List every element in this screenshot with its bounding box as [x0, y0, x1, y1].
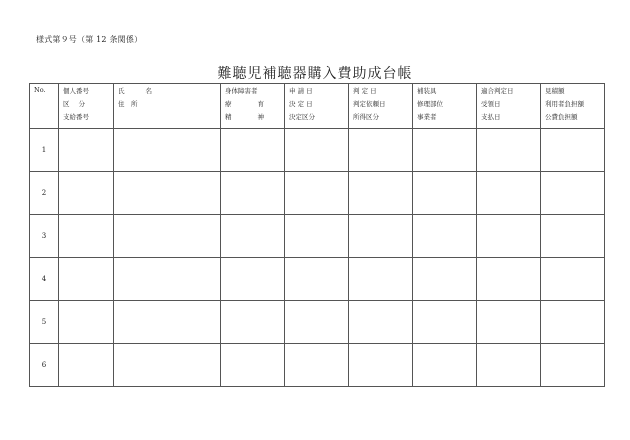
header-text: 名 [145, 87, 152, 95]
table-row [30, 344, 605, 387]
header-fitting [477, 84, 541, 129]
header-text: 決 定 日 [289, 100, 313, 108]
cell [285, 172, 349, 215]
table-row [30, 301, 605, 344]
cell [221, 344, 285, 387]
cell [349, 258, 413, 301]
cell [477, 129, 541, 172]
cell [349, 301, 413, 344]
cell [541, 258, 605, 301]
cell [59, 258, 114, 301]
cell [114, 215, 221, 258]
cell [413, 215, 477, 258]
cell [221, 301, 285, 344]
cell [285, 344, 349, 387]
header-text: 氏 [118, 87, 125, 95]
cell [541, 215, 605, 258]
header-application [285, 84, 349, 129]
cell [114, 129, 221, 172]
cell [541, 172, 605, 215]
table-row [30, 129, 605, 172]
header-text: 判定依頼日 [353, 100, 386, 108]
table-row [30, 258, 605, 301]
row-number: 6 [30, 344, 59, 387]
cell [114, 301, 221, 344]
table-row [30, 215, 605, 258]
header-text: 適合判定日 [481, 87, 514, 95]
page-title: 難聴児補聴器購入費助成台帳 [217, 66, 413, 82]
cell [349, 215, 413, 258]
cell [221, 258, 285, 301]
cell [221, 172, 285, 215]
cell [59, 215, 114, 258]
header-row [30, 84, 605, 129]
header-text: 事業者 [417, 113, 437, 121]
cell [541, 301, 605, 344]
header-text: 育 [257, 100, 264, 108]
header-personal-number [59, 84, 114, 129]
header-ryoiku [225, 98, 284, 111]
cell [349, 344, 413, 387]
cell [413, 129, 477, 172]
header-text: 受領日 [481, 100, 501, 108]
cell [59, 301, 114, 344]
cell [477, 301, 541, 344]
cell [413, 172, 477, 215]
header-text: 公費負担額 [545, 113, 578, 121]
header-text: 個人番号 [63, 87, 89, 95]
row-number: 4 [30, 258, 59, 301]
header-text: 判 定 日 [353, 87, 377, 95]
cell [285, 129, 349, 172]
header-text: 療 [225, 100, 232, 108]
cell [59, 129, 114, 172]
header-name-address [114, 84, 221, 129]
header-seishin [225, 111, 284, 124]
header-disability [221, 84, 285, 129]
header-text: 修理部位 [417, 100, 443, 108]
cell [221, 129, 285, 172]
cell [285, 215, 349, 258]
header-text: 住 所 [118, 100, 138, 108]
header-text: 申 請 日 [289, 87, 313, 95]
header-amounts [541, 84, 605, 129]
header-text: 身体障害者 [225, 87, 258, 95]
header-text: 見積額 [545, 87, 565, 95]
cell [477, 344, 541, 387]
row-number: 2 [30, 172, 59, 215]
cell [349, 172, 413, 215]
header-no: No. [30, 84, 59, 129]
row-number: 3 [30, 215, 59, 258]
cell [59, 172, 114, 215]
row-number: 5 [30, 301, 59, 344]
header-text: 支払日 [481, 113, 501, 121]
header-division [63, 98, 113, 111]
ledger-table [29, 83, 605, 387]
cell [285, 301, 349, 344]
cell [114, 258, 221, 301]
cell [413, 344, 477, 387]
cell [114, 344, 221, 387]
header-text: 支給番号 [63, 113, 89, 121]
header-text: 神 [257, 113, 264, 121]
header-device [413, 84, 477, 129]
cell [413, 258, 477, 301]
cell [477, 215, 541, 258]
header-text: 分 [78, 100, 85, 108]
cell [413, 301, 477, 344]
cell [114, 172, 221, 215]
header-text: 精 [225, 113, 232, 121]
header-text: 利用者負担額 [545, 100, 584, 108]
form-number-note: 様式第９号（第 12 条関係） [36, 35, 143, 44]
cell [477, 258, 541, 301]
cell [477, 172, 541, 215]
table-row [30, 172, 605, 215]
cell [541, 129, 605, 172]
cell [349, 129, 413, 172]
cell [541, 344, 605, 387]
header-name [118, 85, 152, 98]
cell [221, 215, 285, 258]
cell [59, 344, 114, 387]
row-number: 1 [30, 129, 59, 172]
header-text: 所得区分 [353, 113, 379, 121]
cell [285, 258, 349, 301]
header-text: 補装具 [417, 87, 437, 95]
header-judgement [349, 84, 413, 129]
header-text: 決定区分 [289, 113, 315, 121]
header-text: 区 [63, 100, 70, 108]
